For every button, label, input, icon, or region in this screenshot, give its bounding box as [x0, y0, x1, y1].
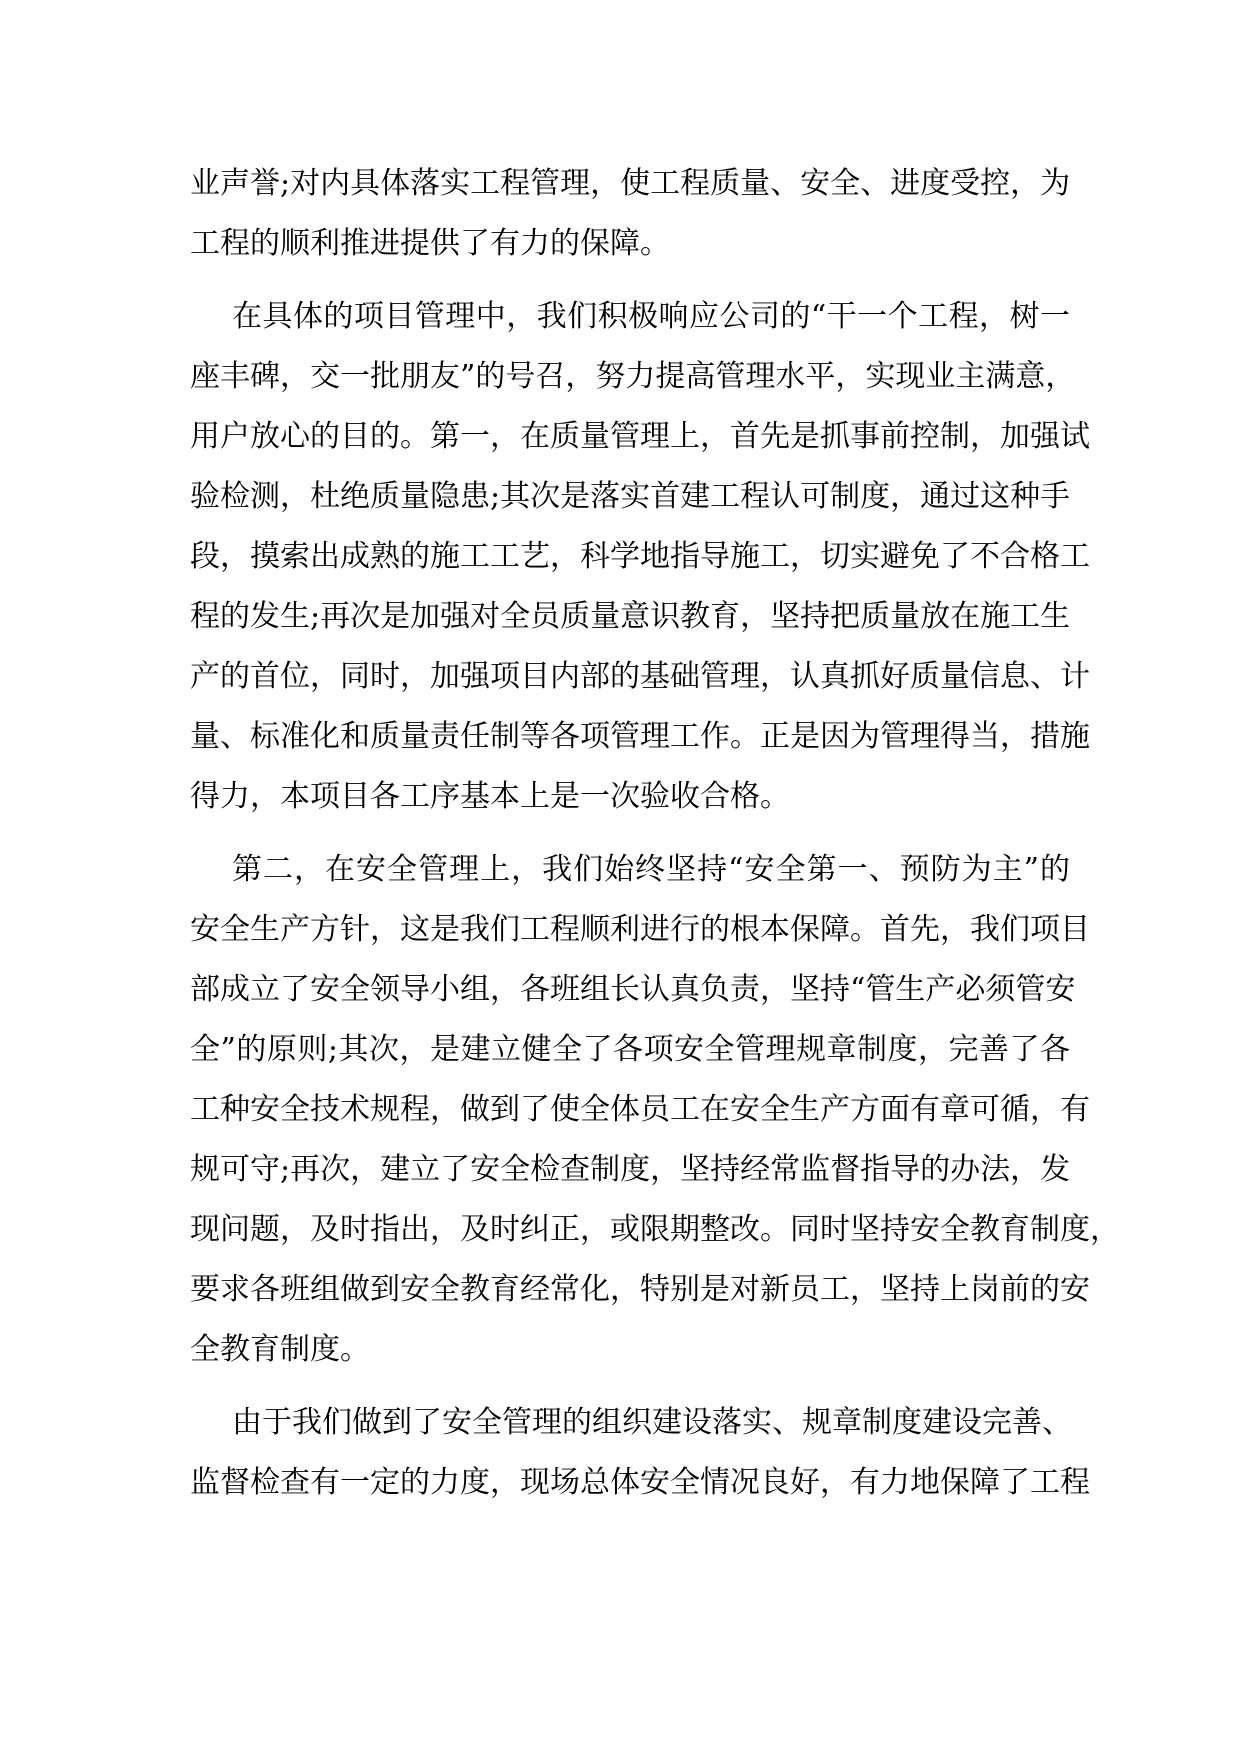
text-line: 业声誉;对内具体落实工程管理，使工程质量、安全、进度受控，为 [190, 166, 1071, 201]
document-body [190, 154, 1120, 1513]
text-line: 全”的原则;其次，是建立健全了各项安全管理规章制度，完善了各 [190, 1032, 1070, 1067]
paragraph-4 [190, 1393, 1090, 1513]
text-line: 得力，本项目各工序基本上是一次验收合格。 [190, 779, 790, 814]
paragraph-2 [190, 287, 1090, 827]
text-line: 第二，在安全管理上，我们始终坚持“安全第一、预防为主”的 [232, 852, 1070, 887]
text-line: 部成立了安全领导小组，各班组长认真负责，坚持“管生产必须管安 [190, 972, 1076, 1007]
text-line: 由于我们做到了安全管理的组织建设落实、规章制度建设完善、 [232, 1405, 1072, 1440]
text-line: 工种安全技术规程，做到了使全体员工在安全生产方面有章可循，有 [190, 1092, 1090, 1127]
text-line: 在具体的项目管理中，我们积极响应公司的“干一个工程，树一 [232, 299, 1070, 334]
text-line: 验检测，杜绝质量隐患;其次是落实首建工程认可制度，通过这种手 [190, 479, 1071, 514]
text-line: 量、标准化和质量责任制等各项管理工作。正是因为管理得当，措施 [190, 719, 1090, 754]
text-line: 现问题，及时指出，及时纠正，或限期整改。同时坚持安全教育制度， [190, 1212, 1120, 1247]
text-line: 座丰碑，交一批朋友”的号召，努力提高管理水平，实现业主满意， [190, 359, 1076, 394]
text-line: 程的发生;再次是加强对全员质量意识教育，坚持把质量放在施工生 [190, 599, 1071, 634]
text-line: 监督检查有一定的力度，现场总体安全情况良好，有力地保障了工程 [190, 1465, 1090, 1500]
text-line: 工程的顺利推进提供了有力的保障。 [190, 226, 670, 261]
text-line: 段，摸索出成熟的施工工艺，科学地指导施工，切实避免了不合格工 [190, 539, 1090, 574]
text-line: 用户放心的目的。第一，在质量管理上，首先是抓事前控制，加强试 [190, 419, 1090, 454]
text-line: 安全生产方针，这是我们工程顺利进行的根本保障。首先，我们项目 [190, 912, 1090, 947]
paragraph-3 [190, 840, 1120, 1380]
paragraph-1 [190, 154, 1070, 274]
text-line: 规可守;再次，建立了安全检查制度，坚持经常监督指导的办法，发 [190, 1152, 1071, 1187]
text-line: 要求各班组做到安全教育经常化，特别是对新员工，坚持上岗前的安 [190, 1272, 1090, 1307]
text-line: 全教育制度。 [190, 1332, 370, 1367]
text-line: 产的首位，同时，加强项目内部的基础管理，认真抓好质量信息、计 [190, 659, 1090, 694]
